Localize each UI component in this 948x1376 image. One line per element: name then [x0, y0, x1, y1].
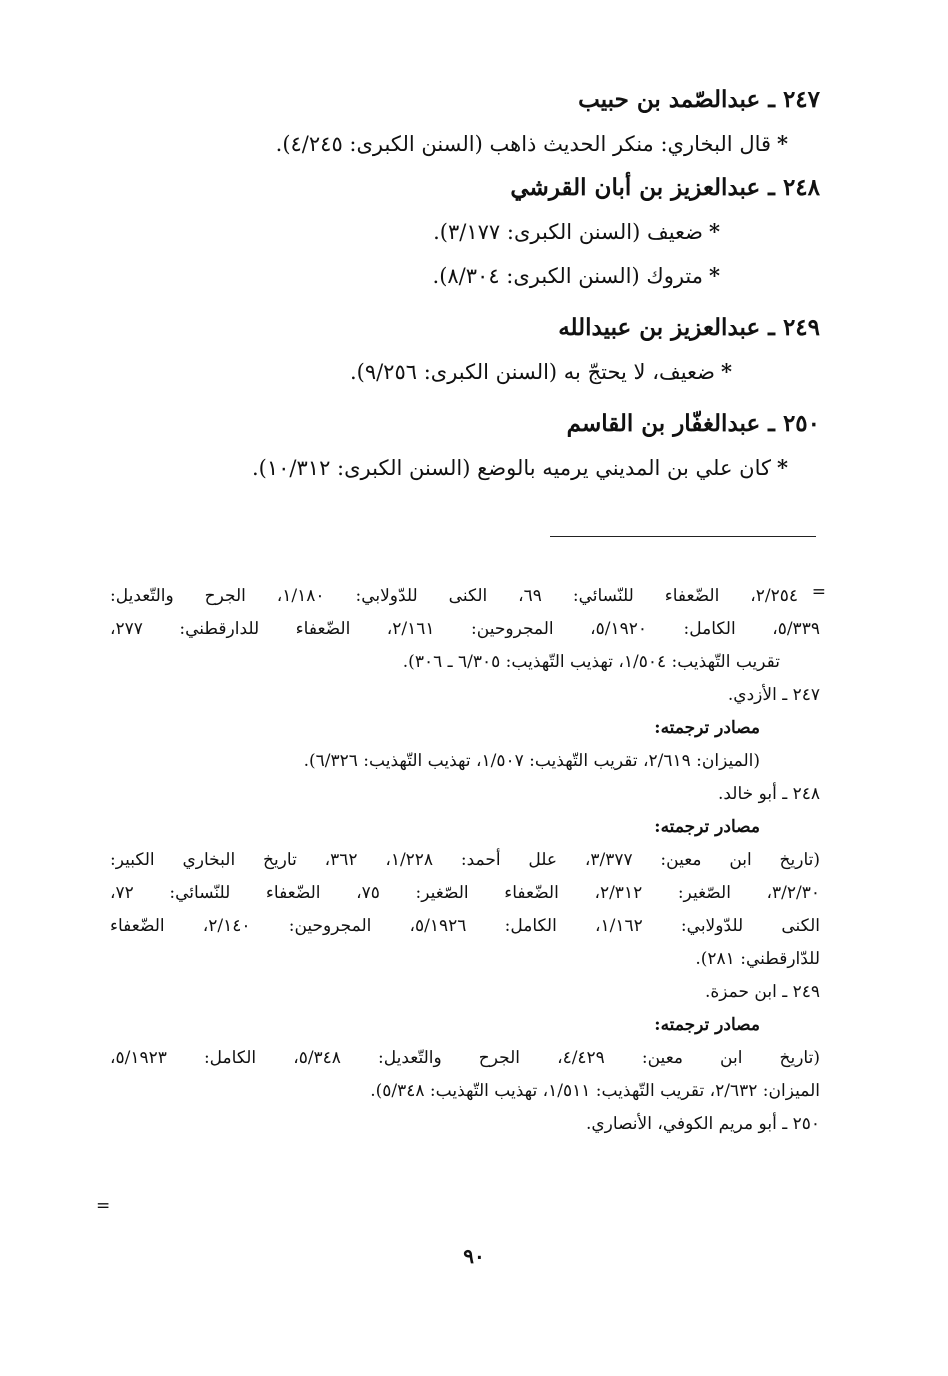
entry-line: *متروك (السنن الكبرى: ٨/٣٠٤). — [432, 263, 720, 288]
sources-label: مصادر ترجمته: — [654, 718, 760, 738]
footnote-title: ٢٥٠ ـ أبو مريم الكوفي، الأنصاري. — [585, 1114, 820, 1134]
sources-label: مصادر ترجمته: — [654, 817, 760, 837]
sources-label: مصادر ترجمته: — [654, 1015, 760, 1035]
star-symbol: * — [709, 219, 720, 244]
footnote-line: الميزان: ٢/٦٣٢، تقريب التّهذيب: ١/٥١١، تهذيب التّهذيب: ٥/٣٤٨). — [370, 1081, 820, 1101]
footnote-title: ٢٤٨ ـ أبو خالد. — [717, 784, 820, 804]
entry-line: *كان علي بن المديني يرميه بالوضع (السنن الكبرى: ١٠/٣١٢). — [252, 455, 788, 480]
star-symbol: * — [777, 455, 788, 480]
continuation-mark: = — [811, 582, 826, 602]
footnote-line: للدّارقطني: ٢٨١). — [695, 949, 820, 969]
entry-heading: ٢٤٩ ـ عبدالعزيز بن عبيدالله — [558, 314, 820, 341]
footnotes-section — [110, 580, 820, 1141]
entries-section — [100, 78, 820, 490]
star-symbol: * — [777, 131, 788, 156]
footnote-line: (الميزان: ٢/٦١٩، تقريب التّهذيب: ١/٥٠٧، تهذيب التّهذيب: ٦/٣٢٦). — [303, 751, 760, 771]
footnote-line: (تاريخ ابن معين: ٣/٣٧٧، علل أحمد: ١/٢٢٨، ٣٦٢، تاريخ البخاري الكبير: — [110, 850, 820, 870]
page-number: ٩٠ — [463, 1244, 485, 1268]
entry-heading: ٢٥٠ ـ عبدالغفّار بن القاسم — [566, 410, 820, 437]
footnote-line: ٢/٢٥٤، الضّعفاء للنّسائي: ٦٩، الكنى للدّولابي: ١/١٨٠، الجرح والتّعديل: — [110, 586, 798, 606]
footnote-line: ٥/٣٣٩، الكامل: ٥/١٩٢٠، المجروحين: ٢/١٦١، الضّعفاء للدارقطني: ٢٧٧، — [110, 619, 820, 639]
star-symbol: * — [721, 359, 732, 384]
footnote-line: (تاريخ ابن معين: ٤/٤٢٩، الجرح والتّعديل: ٥/٣٤٨، الكامل: ٥/١٩٢٣، — [110, 1048, 820, 1068]
footnote-line: ٣/٢/٣٠، الصّغير: ٢/٣١٢، الضّعفاء الصّغير: ٧٥، الضّعفاء للنّسائي: ٧٢، — [110, 883, 820, 903]
entry-line: *قال البخاري: منكر الحديث ذاهب (السنن الكبرى: ٤/٢٤٥). — [275, 131, 788, 156]
continuation-mark-bottom: = — [96, 1196, 111, 1216]
entry-heading: ٢٤٨ ـ عبدالعزيز بن أبان القرشي — [510, 174, 820, 201]
footnote-line: تقريب التّهذيب: ١/٥٠٤، تهذيب التّهذيب: ٦/٣٠٥ ـ ٣٠٦). — [402, 652, 780, 672]
star-symbol: * — [709, 263, 720, 288]
entry-line: *ضعيف (السنن الكبرى: ٣/١٧٧). — [433, 219, 720, 244]
footnote-title: ٢٤٩ ـ ابن حمزة. — [704, 982, 820, 1002]
footnote-line: الكنى للدّولابي: ١/١٦٢، الكامل: ٥/١٩٢٦، المجروحين: ٢/١٤٠، الضّعفاء — [110, 916, 820, 936]
entry-heading: ٢٤٧ ـ عبدالصّمد بن حبيب — [578, 86, 820, 113]
entry-line: *ضعيف، لا يحتجّ به (السنن الكبرى: ٩/٢٥٦). — [349, 359, 732, 384]
footnote-divider — [550, 536, 816, 537]
footnote-title: ٢٤٧ ـ الأزدي. — [727, 685, 820, 705]
